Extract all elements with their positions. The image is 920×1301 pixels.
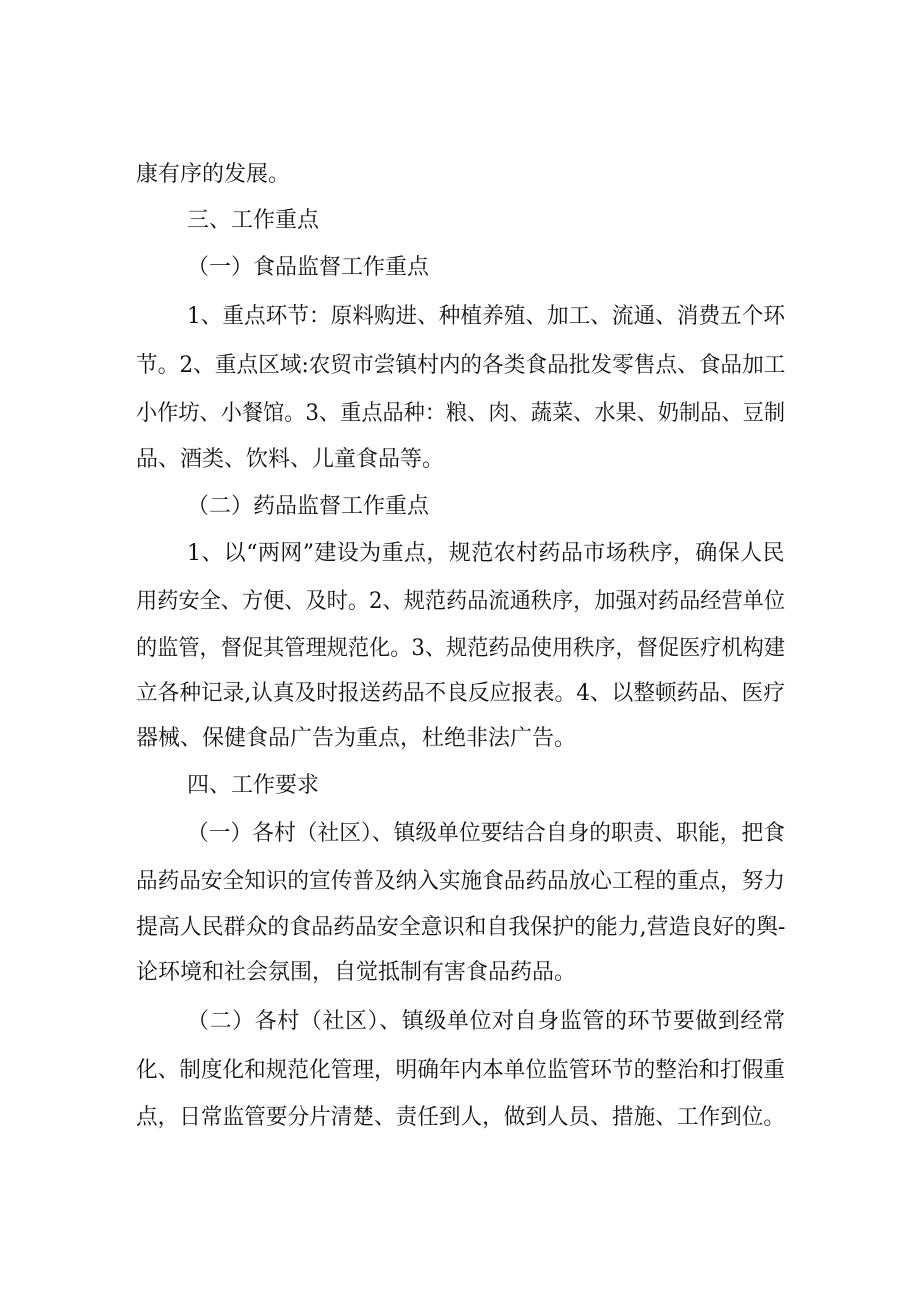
paragraph-line: 论环境和社会氛围，自觉抵制有害食品药品。 — [136, 960, 577, 985]
paragraph-line: 1、重点环节：原料购进、种植养殖、加工、流通、消费五个环 — [187, 304, 785, 329]
paragraph-line: 康有序的发展。 — [136, 162, 291, 187]
paragraph-line: 立各种记录,认真及时报送药品不良反应报表。4、以整顿药品、医疗 — [136, 681, 785, 706]
subsection-heading: （二）药品监督工作重点 — [187, 494, 430, 519]
subsection-heading: （一）食品监督工作重点 — [187, 255, 430, 280]
paragraph-line: 小作坊、小餐馆。3、重点品种：粮、肉、蔬菜、水果、奶制品、豆制 — [136, 401, 785, 426]
paragraph-line: （二）各村（社区）、镇级单位对自身监管的环节要做到经常 — [187, 1009, 786, 1034]
paragraph-line: 提高人民群众的食品药品安全意识和自我保护的能力,营造良好的舆- — [136, 915, 786, 940]
paragraph-line: 品、酒类、饮料、儿童食品等。 — [136, 447, 445, 472]
paragraph-line: 品药品安全知识的宣传普及纳入实施食品药品放心工程的重点，努力 — [136, 869, 786, 894]
paragraph-line: 节。2、重点区域:农贸市尝镇村内的各类食品批发零售点、食品加工 — [136, 353, 786, 378]
paragraph-line: 1、以“两网”建设为重点，规范农村药品市场秩序，确保人民 — [187, 541, 785, 566]
paragraph-line: 用药安全、方便、及时。2、规范药品流通秩序，加强对药品经营单位 — [136, 589, 785, 614]
paragraph-line: 的监管，督促其管理规范化。3、规范药品使用秩序，督促医疗机构建 — [136, 636, 785, 661]
section-heading: 三、工作重点 — [187, 208, 320, 233]
paragraph-line: 点，日常监管要分片清楚、责任到人，做到人员、措施、工作到位。 — [136, 1105, 786, 1130]
section-heading: 四、工作要求 — [187, 773, 320, 798]
paragraph-line: 化、制度化和规范化管理，明确年内本单位监管环节的整治和打假重 — [136, 1058, 786, 1083]
paragraph-line: 器械、保健食品广告为重点，杜绝非法广告。 — [136, 726, 577, 751]
paragraph-line: （一）各村（社区）、镇级单位要结合自身的职责、职能，把食 — [187, 821, 786, 846]
